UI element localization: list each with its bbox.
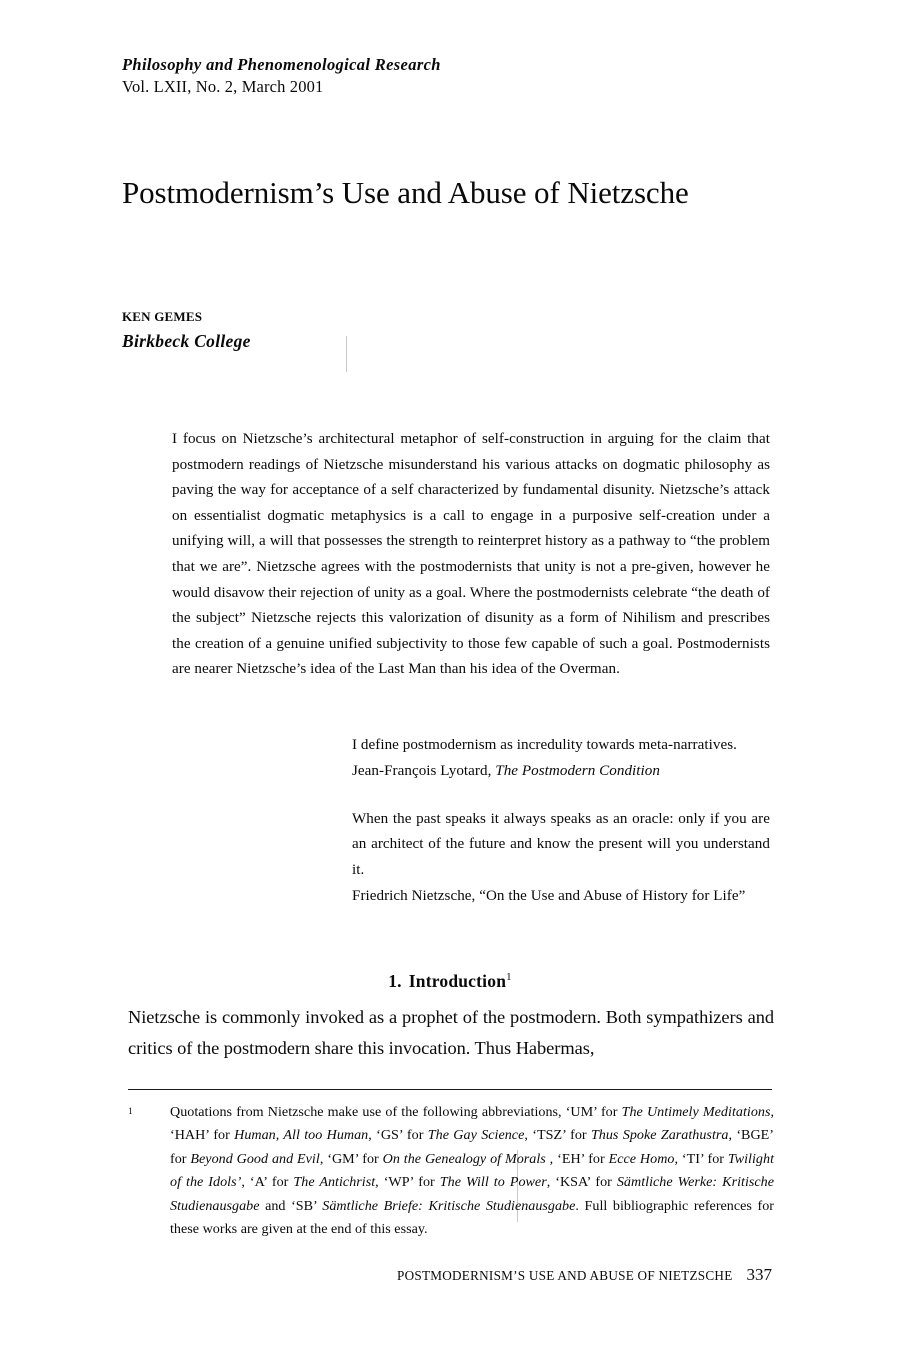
- journal-issue: Vol. LXII, No. 2, March 2001: [122, 76, 324, 96]
- footnote-separator-rule: [128, 1089, 772, 1090]
- running-footer: [128, 1265, 772, 1285]
- section-number: 1.: [388, 971, 402, 991]
- epigraph-attribution-work: The Postmodern Condition: [495, 762, 660, 779]
- epigraph-attribution-author: Friedrich Nietzsche, “On the Use and Abuse of History for Life”: [352, 887, 746, 904]
- journal-header: [122, 54, 782, 98]
- section-title: Introduction: [408, 971, 507, 991]
- footnote-marker: 1: [128, 1107, 133, 1117]
- epigraph-quote: I define postmodernism as incredulity towards meta-narratives.: [352, 737, 737, 753]
- epigraph: [352, 807, 770, 910]
- abstract-text: I focus on Nietzsche’s architectural metaphor of self-construction in arguing for the claim that postmodern readings of Nietzsche misunderstand his various attacks on dogmatic philosophy as paving the way for acceptance of a self characterized by fundamental disunity. Nietzsche’s attack on essentialist dogmatic metaphysics is a call to engage in a purposive self-creation under a unifying will, a will that possesses the strength to reinterpret history as a pathway to “the problem that we are”. Nietzsche agrees with the postmodernists that unity is not a pre-given, however he would disavow their rejection of unity as a goal. Where the postmodernists celebrate “the death of the subject” Nietzsche rejects this valorization of disunity as a form of Nihilism and prescribes the creation of a genuine unified subjectivity to those few capable of such a goal. Postmodernists are nearer Nietzsche’s idea of the Last Man than his idea of the Overman.: [172, 431, 770, 678]
- body-paragraph: Nietzsche is commonly invoked as a prophet of the postmodern. Both sympathizers and critics of the postmodern share this invocation. Thus Habermas,: [128, 1007, 774, 1058]
- page-number: 337: [746, 1265, 772, 1284]
- footnote-reference[interactable]: 1: [506, 971, 512, 984]
- footnote-body: Quotations from Nietzsche make use of the following abbreviations, ‘UM’ for The Untimely Meditations, ‘HAH’ for Human, All too Human, ‘GS’ for The Gay Science, ‘TSZ’ for Thus Spoke Zarathustra, ‘BGE’ for Beyond Good and Evil, ‘GM’ for On the Genealogy of Morals , ‘EH’ for Ecce Homo, ‘TI’ for Twilight of the Idols’, ‘A’ for The Antichrist, ‘WP’ for The Will to Power, ‘KSA’ for Sämtliche Werke: Kritische Studienausgabe and ‘SB’ Sämtliche Briefe: Kritische Studienausgabe. Full bibliographic references for these works are given at the end of this essay.: [170, 1104, 775, 1238]
- epigraph-attribution-author: Jean-François Lyotard,: [352, 762, 496, 779]
- author-name: KEN GEMES: [122, 309, 203, 324]
- article-title: Postmodernism’s Use and Abuse of Nietzsche: [122, 175, 689, 210]
- epigraph-attribution: [352, 884, 770, 910]
- section-heading: [128, 971, 772, 992]
- epigraph-quote: When the past speaks it always speaks as an oracle: only if you are an architect of the future and know the present will you understand it.: [352, 810, 770, 879]
- byline: [122, 307, 602, 354]
- journal-title: Philosophy and Phenomenological Research: [122, 55, 441, 74]
- scan-artifact-line: [346, 336, 347, 372]
- epigraph: [352, 733, 770, 785]
- epigraph-block: [352, 733, 770, 910]
- footnote: [128, 1101, 774, 1241]
- running-footer-title: POSTMODERNISM’S USE AND ABUSE OF NIETZSCHE: [397, 1268, 733, 1283]
- epigraph-attribution: [352, 759, 770, 785]
- author-affiliation: Birkbeck College: [122, 330, 251, 351]
